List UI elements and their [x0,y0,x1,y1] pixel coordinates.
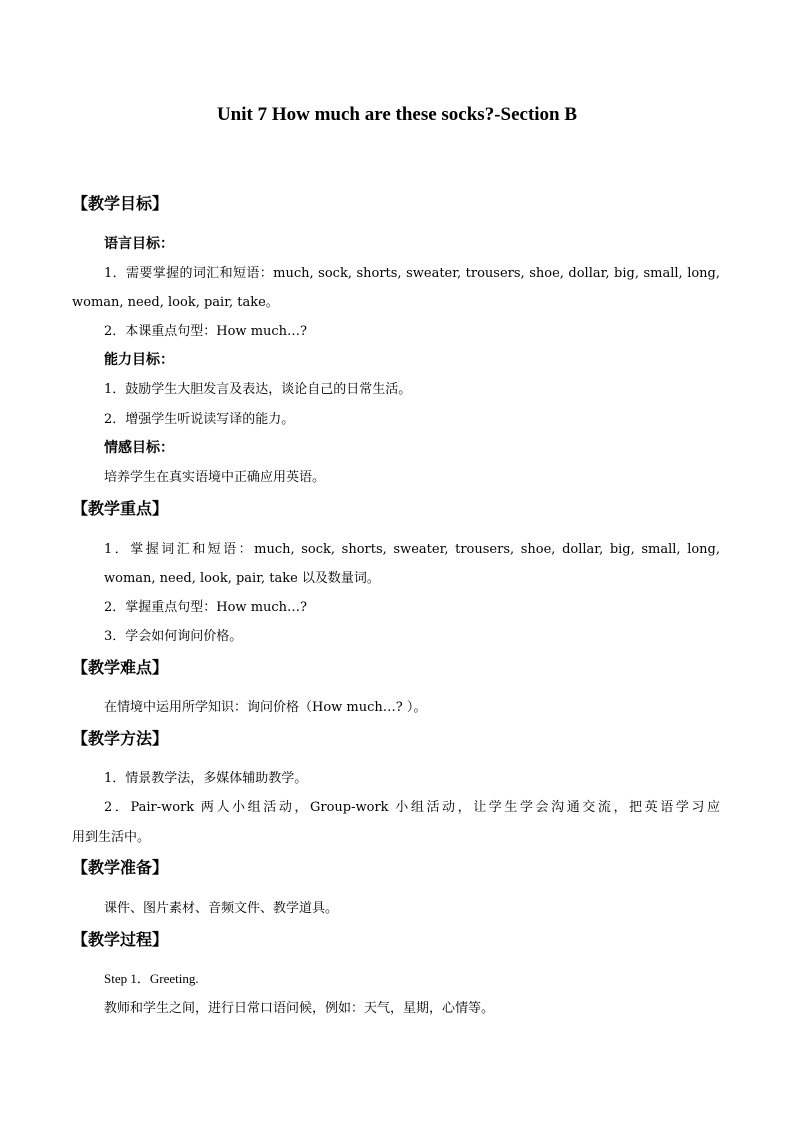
emotion-objective-item-1: 培养学生在真实语境中正确应用英语。 [104,470,326,485]
method-item-2-line-2: 用到生活中。 [72,830,151,845]
key-point-item-1-line-2: woman, need, look, pair, take 以及数量词。 [104,571,380,586]
key-point-item-2: 2．掌握重点句型：How much…? [104,600,308,615]
document-title: Unit 7 How much are these socks?-Section B [216,104,578,125]
language-objective-item-1-line-2: woman, need, look, pair, take。 [72,295,279,310]
language-objective-item-1-line-1: 1．需要掌握的词汇和短语：much, sock, shorts, sweater, trousers, shoe, dollar, big, small, long, [104,266,720,281]
ability-objective-item-2: 2．增强学生听说读写译的能力。 [104,412,295,427]
label-emotion-objectives: 情感目标： [104,440,174,456]
heading-teaching-methods: 【教学方法】 [72,729,169,748]
heading-difficulties: 【教学难点】 [72,658,169,677]
process-step-1: Step 1．Greeting. [104,971,199,986]
ability-objective-item-1: 1．鼓励学生大胆发言及表达，谈论自己的日常生活。 [104,382,412,397]
heading-preparation: 【教学准备】 [72,858,169,877]
label-ability-objectives: 能力目标： [104,352,174,368]
language-objective-item-2: 2．本课重点句型：How much…? [104,324,308,339]
heading-key-points: 【教学重点】 [72,499,169,518]
process-step-1-description: 教师和学生之间，进行日常口语问候，例如：天气，星期，心情等。 [104,1001,495,1016]
difficulty-item-1: 在情境中运用所学知识：询问价格（How much…? ）。 [104,700,427,715]
heading-teaching-objectives: 【教学目标】 [72,194,169,213]
key-point-item-3: 3．学会如何询问价格。 [104,629,243,644]
method-item-1: 1．情景教学法，多媒体辅助教学。 [104,771,308,786]
method-item-2-line-1: 2．Pair-work 两人小组活动，Group-work 小组活动，让学生学会沟通交流，把英语学习应 [104,800,720,815]
key-point-item-1-line-1: 1．掌握词汇和短语：much, sock, shorts, sweater, trousers, shoe, dollar, big, small, long, [104,542,720,557]
preparation-item-1: 课件、图片素材、音频文件、教学道具。 [104,901,339,916]
heading-teaching-process: 【教学过程】 [72,930,169,949]
label-language-objectives: 语言目标： [104,236,174,252]
